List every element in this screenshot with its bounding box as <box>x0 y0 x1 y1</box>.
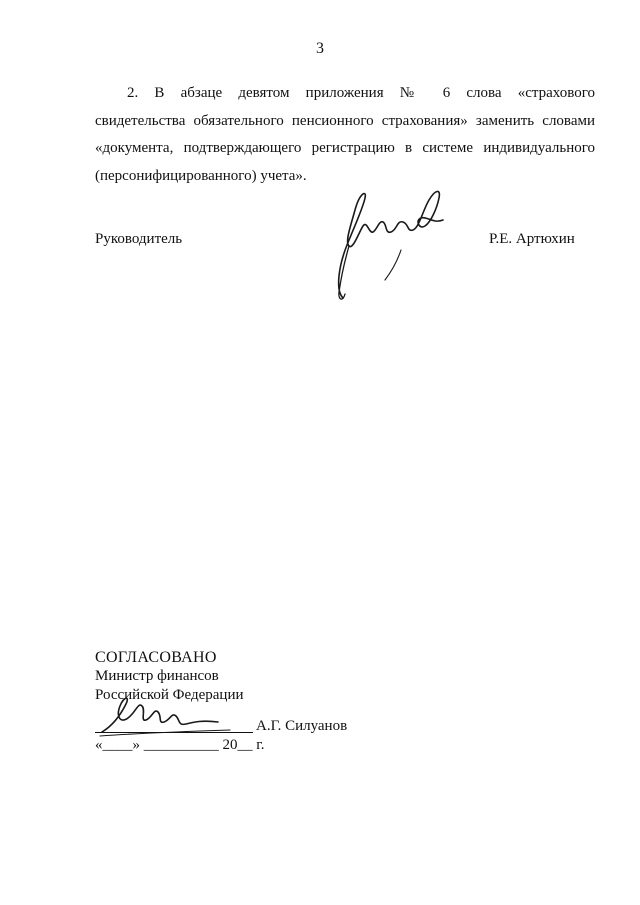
page-number: 3 <box>316 40 324 57</box>
director-name: Р.Е. Артюхин <box>489 231 575 247</box>
minister-title-line: Министр финансов <box>95 668 219 684</box>
paragraph-line: (персонифицированного) учета». <box>95 167 307 184</box>
paragraph-line: свидетельства обязательного пенсионного страхования» заменить словами <box>95 112 595 129</box>
paragraph-line: «документа, подтверждающего регистрацию в системе индивидуального <box>95 140 595 156</box>
amendment-paragraph <box>95 80 595 190</box>
date-line: «____» __________ 20__ г. <box>95 737 265 753</box>
minister-signature-line <box>95 732 253 733</box>
paragraph-line: 2. В абзаце девятом приложения № 6 слова «страхового <box>127 85 595 101</box>
approval-title: СОГЛАСОВАНО <box>95 649 217 666</box>
director-label: Руководитель <box>95 231 183 247</box>
minister-name: А.Г. Силуанов <box>256 718 348 734</box>
minister-title-line: Российской Федерации <box>95 687 244 703</box>
director-signature <box>325 180 455 305</box>
